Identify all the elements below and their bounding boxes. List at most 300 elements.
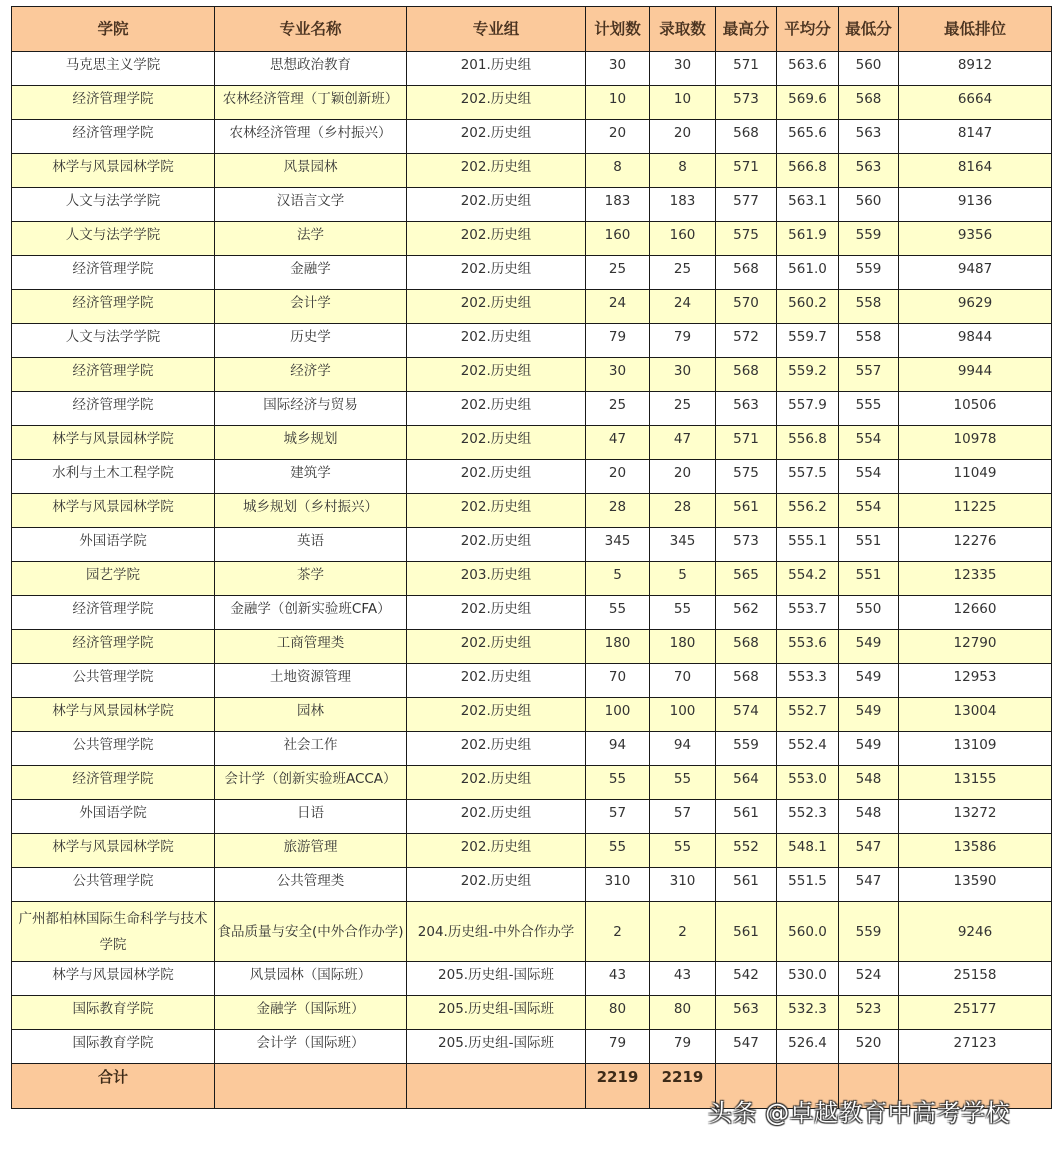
cell-admitted: 25 (650, 256, 716, 290)
watermark-text: 头条 @卓越教育中高考学校 (708, 1099, 1011, 1127)
cell-college: 经济管理学院 (12, 392, 215, 426)
cell-avg-score: 557.5 (777, 460, 839, 494)
cell-min-rank: 11049 (899, 460, 1052, 494)
cell-max-score: 575 (716, 460, 777, 494)
cell-avg-score: 557.9 (777, 392, 839, 426)
col-header-admitted: 录取数 (650, 7, 716, 52)
cell-min-rank: 12660 (899, 596, 1052, 630)
cell-admitted: 30 (650, 52, 716, 86)
cell-min-score: 551 (839, 528, 899, 562)
total-admitted: 2219 (650, 1064, 716, 1109)
table-row (12, 358, 1052, 392)
cell-min-rank: 12790 (899, 630, 1052, 664)
cell-min-score: 563 (839, 120, 899, 154)
cell-admitted: 43 (650, 962, 716, 996)
cell-plan: 79 (586, 1030, 650, 1064)
cell-admitted: 28 (650, 494, 716, 528)
cell-max-score: 561 (716, 902, 777, 962)
cell-min-score: 555 (839, 392, 899, 426)
table-row (12, 698, 1052, 732)
cell-min-score: 547 (839, 868, 899, 902)
cell-min-score: 523 (839, 996, 899, 1030)
cell-plan: 310 (586, 868, 650, 902)
table-row (12, 1030, 1052, 1064)
cell-max-score: 571 (716, 426, 777, 460)
cell-admitted: 310 (650, 868, 716, 902)
cell-admitted: 55 (650, 766, 716, 800)
cell-group: 202.历史组 (407, 664, 586, 698)
cell-avg-score: 552.4 (777, 732, 839, 766)
table-row (12, 630, 1052, 664)
cell-max-score: 561 (716, 800, 777, 834)
cell-avg-score: 559.7 (777, 324, 839, 358)
table-row (12, 962, 1052, 996)
col-header-max-score: 最高分 (716, 7, 777, 52)
cell-min-score: 554 (839, 426, 899, 460)
cell-plan: 24 (586, 290, 650, 324)
cell-admitted: 5 (650, 562, 716, 596)
cell-avg-score: 566.8 (777, 154, 839, 188)
cell-admitted: 20 (650, 120, 716, 154)
cell-admitted: 47 (650, 426, 716, 460)
cell-major: 旅游管理 (215, 834, 407, 868)
cell-min-score: 551 (839, 562, 899, 596)
cell-college: 林学与风景园林学院 (12, 962, 215, 996)
cell-admitted: 30 (650, 358, 716, 392)
cell-max-score: 575 (716, 222, 777, 256)
table-body (12, 52, 1052, 1064)
table-row (12, 732, 1052, 766)
cell-major: 风景园林（国际班） (215, 962, 407, 996)
cell-college: 经济管理学院 (12, 290, 215, 324)
table-row (12, 766, 1052, 800)
cell-max-score: 563 (716, 392, 777, 426)
cell-group: 204.历史组-中外合作办学 (407, 902, 586, 962)
cell-admitted: 55 (650, 834, 716, 868)
cell-plan: 79 (586, 324, 650, 358)
header-row (12, 7, 1052, 52)
admission-table (11, 6, 1052, 1109)
cell-max-score: 570 (716, 290, 777, 324)
cell-plan: 25 (586, 256, 650, 290)
cell-group: 202.历史组 (407, 698, 586, 732)
cell-plan: 80 (586, 996, 650, 1030)
cell-major: 食品质量与安全(中外合作办学) (215, 902, 407, 962)
cell-min-score: 547 (839, 834, 899, 868)
cell-min-score: 558 (839, 324, 899, 358)
cell-admitted: 20 (650, 460, 716, 494)
cell-min-rank: 9844 (899, 324, 1052, 358)
cell-min-rank: 9944 (899, 358, 1052, 392)
cell-min-score: 557 (839, 358, 899, 392)
cell-college: 林学与风景园林学院 (12, 834, 215, 868)
table-row (12, 596, 1052, 630)
cell-min-rank: 9487 (899, 256, 1052, 290)
cell-plan: 57 (586, 800, 650, 834)
cell-min-rank: 25177 (899, 996, 1052, 1030)
col-header-college: 学院 (12, 7, 215, 52)
cell-plan: 55 (586, 834, 650, 868)
cell-max-score: 571 (716, 52, 777, 86)
cell-admitted: 100 (650, 698, 716, 732)
cell-min-rank: 8147 (899, 120, 1052, 154)
cell-plan: 47 (586, 426, 650, 460)
cell-major: 金融学 (215, 256, 407, 290)
cell-group: 202.历史组 (407, 460, 586, 494)
cell-min-score: 563 (839, 154, 899, 188)
cell-plan: 5 (586, 562, 650, 596)
cell-min-score: 549 (839, 630, 899, 664)
cell-group: 202.历史组 (407, 426, 586, 460)
table-row (12, 562, 1052, 596)
cell-plan: 345 (586, 528, 650, 562)
cell-major: 金融学（创新实验班CFA） (215, 596, 407, 630)
cell-plan: 55 (586, 766, 650, 800)
cell-min-score: 558 (839, 290, 899, 324)
cell-min-rank: 10978 (899, 426, 1052, 460)
cell-plan: 20 (586, 460, 650, 494)
cell-max-score: 563 (716, 996, 777, 1030)
cell-group: 202.历史组 (407, 528, 586, 562)
cell-admitted: 57 (650, 800, 716, 834)
cell-college: 林学与风景园林学院 (12, 154, 215, 188)
total-empty-major (215, 1064, 407, 1109)
cell-plan: 25 (586, 392, 650, 426)
cell-group: 205.历史组-国际班 (407, 996, 586, 1030)
cell-major: 建筑学 (215, 460, 407, 494)
cell-min-rank: 13272 (899, 800, 1052, 834)
col-header-plan: 计划数 (586, 7, 650, 52)
cell-plan: 30 (586, 52, 650, 86)
cell-group: 205.历史组-国际班 (407, 962, 586, 996)
cell-avg-score: 565.6 (777, 120, 839, 154)
table-row (12, 868, 1052, 902)
cell-min-score: 554 (839, 494, 899, 528)
cell-max-score: 568 (716, 664, 777, 698)
cell-min-rank: 27123 (899, 1030, 1052, 1064)
cell-avg-score: 561.9 (777, 222, 839, 256)
cell-college: 经济管理学院 (12, 256, 215, 290)
cell-avg-score: 553.3 (777, 664, 839, 698)
table-row (12, 800, 1052, 834)
cell-major: 城乡规划 (215, 426, 407, 460)
cell-min-score: 548 (839, 800, 899, 834)
cell-admitted: 24 (650, 290, 716, 324)
cell-min-rank: 8164 (899, 154, 1052, 188)
cell-admitted: 79 (650, 1030, 716, 1064)
cell-plan: 8 (586, 154, 650, 188)
cell-admitted: 183 (650, 188, 716, 222)
cell-plan: 10 (586, 86, 650, 120)
cell-group: 201.历史组 (407, 52, 586, 86)
cell-min-score: 524 (839, 962, 899, 996)
cell-avg-score: 552.3 (777, 800, 839, 834)
cell-group: 202.历史组 (407, 834, 586, 868)
cell-min-rank: 12335 (899, 562, 1052, 596)
cell-group: 202.历史组 (407, 596, 586, 630)
cell-avg-score: 559.2 (777, 358, 839, 392)
cell-plan: 43 (586, 962, 650, 996)
cell-college: 经济管理学院 (12, 120, 215, 154)
cell-min-score: 550 (839, 596, 899, 630)
cell-min-score: 554 (839, 460, 899, 494)
cell-max-score: 574 (716, 698, 777, 732)
cell-major: 经济学 (215, 358, 407, 392)
cell-max-score: 573 (716, 86, 777, 120)
cell-min-rank: 13004 (899, 698, 1052, 732)
col-header-avg-score: 平均分 (777, 7, 839, 52)
cell-admitted: 70 (650, 664, 716, 698)
cell-avg-score: 548.1 (777, 834, 839, 868)
table-row (12, 86, 1052, 120)
cell-group: 202.历史组 (407, 256, 586, 290)
cell-college: 外国语学院 (12, 528, 215, 562)
table-row (12, 996, 1052, 1030)
cell-max-score: 568 (716, 358, 777, 392)
cell-max-score: 552 (716, 834, 777, 868)
cell-admitted: 79 (650, 324, 716, 358)
cell-group: 205.历史组-国际班 (407, 1030, 586, 1064)
cell-admitted: 55 (650, 596, 716, 630)
cell-college: 林学与风景园林学院 (12, 494, 215, 528)
cell-major: 会计学 (215, 290, 407, 324)
table-row (12, 664, 1052, 698)
cell-college: 林学与风景园林学院 (12, 426, 215, 460)
cell-max-score: 559 (716, 732, 777, 766)
cell-min-rank: 8912 (899, 52, 1052, 86)
cell-group: 202.历史组 (407, 358, 586, 392)
cell-college: 水利与土木工程学院 (12, 460, 215, 494)
table-row (12, 460, 1052, 494)
cell-min-score: 559 (839, 222, 899, 256)
cell-college: 人文与法学学院 (12, 188, 215, 222)
cell-admitted: 160 (650, 222, 716, 256)
cell-max-score: 568 (716, 630, 777, 664)
cell-major: 法学 (215, 222, 407, 256)
cell-max-score: 577 (716, 188, 777, 222)
cell-max-score: 561 (716, 868, 777, 902)
cell-major: 汉语言文学 (215, 188, 407, 222)
cell-major: 工商管理类 (215, 630, 407, 664)
cell-college: 经济管理学院 (12, 358, 215, 392)
cell-max-score: 572 (716, 324, 777, 358)
cell-avg-score: 560.0 (777, 902, 839, 962)
cell-college: 林学与风景园林学院 (12, 698, 215, 732)
cell-max-score: 565 (716, 562, 777, 596)
cell-college: 公共管理学院 (12, 732, 215, 766)
cell-avg-score: 569.6 (777, 86, 839, 120)
cell-group: 202.历史组 (407, 324, 586, 358)
cell-major: 园林 (215, 698, 407, 732)
cell-plan: 160 (586, 222, 650, 256)
table-row (12, 902, 1052, 962)
cell-major: 城乡规划（乡村振兴） (215, 494, 407, 528)
table-row (12, 392, 1052, 426)
cell-max-score: 571 (716, 154, 777, 188)
cell-avg-score: 526.4 (777, 1030, 839, 1064)
cell-plan: 180 (586, 630, 650, 664)
cell-plan: 20 (586, 120, 650, 154)
cell-plan: 55 (586, 596, 650, 630)
cell-admitted: 8 (650, 154, 716, 188)
cell-admitted: 94 (650, 732, 716, 766)
cell-min-score: 560 (839, 188, 899, 222)
table-row (12, 222, 1052, 256)
col-header-min-score: 最低分 (839, 7, 899, 52)
cell-min-rank: 13109 (899, 732, 1052, 766)
cell-avg-score: 563.1 (777, 188, 839, 222)
cell-college: 经济管理学院 (12, 630, 215, 664)
cell-min-rank: 11225 (899, 494, 1052, 528)
cell-major: 公共管理类 (215, 868, 407, 902)
cell-college: 公共管理学院 (12, 664, 215, 698)
cell-avg-score: 556.8 (777, 426, 839, 460)
cell-college: 广州都柏林国际生命科学与技术学院 (12, 902, 215, 962)
col-header-min-rank: 最低排位 (899, 7, 1052, 52)
cell-group: 202.历史组 (407, 868, 586, 902)
cell-group: 202.历史组 (407, 766, 586, 800)
cell-admitted: 180 (650, 630, 716, 664)
cell-plan: 94 (586, 732, 650, 766)
table-row (12, 426, 1052, 460)
cell-min-rank: 6664 (899, 86, 1052, 120)
cell-plan: 30 (586, 358, 650, 392)
cell-min-score: 559 (839, 256, 899, 290)
cell-group: 202.历史组 (407, 392, 586, 426)
cell-min-rank: 9246 (899, 902, 1052, 962)
cell-avg-score: 556.2 (777, 494, 839, 528)
cell-avg-score: 553.7 (777, 596, 839, 630)
cell-group: 202.历史组 (407, 290, 586, 324)
table-row (12, 528, 1052, 562)
cell-college: 公共管理学院 (12, 868, 215, 902)
cell-college: 外国语学院 (12, 800, 215, 834)
cell-major: 农林经济管理（乡村振兴） (215, 120, 407, 154)
cell-plan: 28 (586, 494, 650, 528)
cell-admitted: 80 (650, 996, 716, 1030)
table-row (12, 256, 1052, 290)
cell-avg-score: 551.5 (777, 868, 839, 902)
cell-group: 202.历史组 (407, 732, 586, 766)
cell-min-rank: 13590 (899, 868, 1052, 902)
total-label: 合计 (12, 1064, 215, 1109)
cell-max-score: 568 (716, 120, 777, 154)
cell-max-score: 568 (716, 256, 777, 290)
cell-major: 茶学 (215, 562, 407, 596)
cell-max-score: 561 (716, 494, 777, 528)
cell-avg-score: 554.2 (777, 562, 839, 596)
cell-major: 土地资源管理 (215, 664, 407, 698)
cell-plan: 100 (586, 698, 650, 732)
cell-min-score: 559 (839, 902, 899, 962)
table-row (12, 324, 1052, 358)
cell-max-score: 542 (716, 962, 777, 996)
cell-major: 国际经济与贸易 (215, 392, 407, 426)
cell-college: 国际教育学院 (12, 1030, 215, 1064)
cell-group: 202.历史组 (407, 86, 586, 120)
cell-major: 英语 (215, 528, 407, 562)
cell-avg-score: 555.1 (777, 528, 839, 562)
cell-group: 203.历史组 (407, 562, 586, 596)
cell-min-rank: 12276 (899, 528, 1052, 562)
cell-major: 历史学 (215, 324, 407, 358)
cell-min-rank: 10506 (899, 392, 1052, 426)
cell-college: 经济管理学院 (12, 86, 215, 120)
cell-min-score: 520 (839, 1030, 899, 1064)
table-row (12, 188, 1052, 222)
table-row (12, 120, 1052, 154)
cell-avg-score: 552.7 (777, 698, 839, 732)
cell-admitted: 345 (650, 528, 716, 562)
cell-major: 思想政治教育 (215, 52, 407, 86)
cell-min-rank: 9356 (899, 222, 1052, 256)
table-row (12, 834, 1052, 868)
cell-group: 202.历史组 (407, 800, 586, 834)
cell-min-score: 549 (839, 664, 899, 698)
cell-group: 202.历史组 (407, 494, 586, 528)
cell-major: 社会工作 (215, 732, 407, 766)
cell-college: 园艺学院 (12, 562, 215, 596)
cell-group: 202.历史组 (407, 120, 586, 154)
cell-major: 日语 (215, 800, 407, 834)
cell-avg-score: 560.2 (777, 290, 839, 324)
cell-min-score: 560 (839, 52, 899, 86)
cell-admitted: 10 (650, 86, 716, 120)
cell-major: 风景园林 (215, 154, 407, 188)
cell-min-score: 568 (839, 86, 899, 120)
cell-group: 202.历史组 (407, 222, 586, 256)
cell-admitted: 25 (650, 392, 716, 426)
cell-college: 经济管理学院 (12, 766, 215, 800)
cell-max-score: 573 (716, 528, 777, 562)
cell-group: 202.历史组 (407, 154, 586, 188)
cell-college: 人文与法学学院 (12, 222, 215, 256)
cell-avg-score: 561.0 (777, 256, 839, 290)
cell-max-score: 562 (716, 596, 777, 630)
cell-min-rank: 25158 (899, 962, 1052, 996)
cell-group: 202.历史组 (407, 630, 586, 664)
cell-min-score: 548 (839, 766, 899, 800)
cell-college: 国际教育学院 (12, 996, 215, 1030)
cell-max-score: 564 (716, 766, 777, 800)
col-header-major: 专业名称 (215, 7, 407, 52)
cell-group: 202.历史组 (407, 188, 586, 222)
cell-min-score: 549 (839, 732, 899, 766)
cell-plan: 70 (586, 664, 650, 698)
cell-min-rank: 9629 (899, 290, 1052, 324)
cell-avg-score: 553.0 (777, 766, 839, 800)
cell-major: 农林经济管理（丁颖创新班） (215, 86, 407, 120)
cell-admitted: 2 (650, 902, 716, 962)
cell-avg-score: 532.3 (777, 996, 839, 1030)
cell-max-score: 547 (716, 1030, 777, 1064)
cell-min-rank: 13155 (899, 766, 1052, 800)
cell-college: 马克思主义学院 (12, 52, 215, 86)
cell-college: 经济管理学院 (12, 596, 215, 630)
cell-avg-score: 553.6 (777, 630, 839, 664)
cell-major: 会计学（国际班） (215, 1030, 407, 1064)
cell-plan: 2 (586, 902, 650, 962)
cell-college: 人文与法学学院 (12, 324, 215, 358)
table-row (12, 52, 1052, 86)
cell-major: 会计学（创新实验班ACCA） (215, 766, 407, 800)
col-header-group: 专业组 (407, 7, 586, 52)
cell-major: 金融学（国际班） (215, 996, 407, 1030)
total-plan: 2219 (586, 1064, 650, 1109)
cell-min-score: 549 (839, 698, 899, 732)
cell-min-rank: 13586 (899, 834, 1052, 868)
cell-min-rank: 9136 (899, 188, 1052, 222)
